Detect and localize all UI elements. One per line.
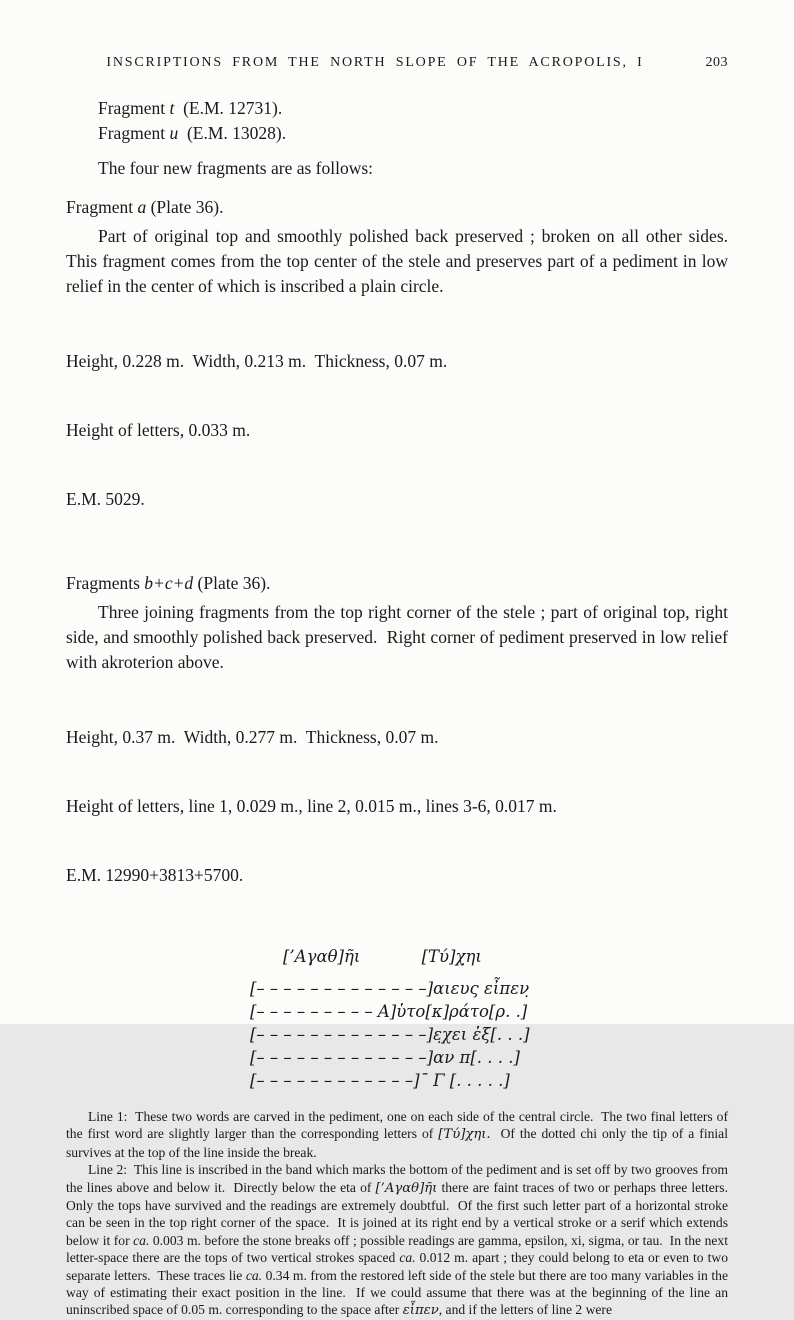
- fragment-a-section: [66, 195, 737, 557]
- inventory-line: E.M. 5029.: [66, 489, 145, 509]
- inscription-header-left: [’Αγαθ]ῆι: [283, 947, 361, 966]
- page-number: 203: [705, 55, 728, 70]
- fragments-bcd-measurements: [66, 680, 728, 933]
- inscription-line-1: [– – – – – – – – – – – – –]αιευς εἶπεν̣: [250, 979, 530, 998]
- inscription-line-2: [– – – – – – – – – Α]ὑτο[κ]ράτο[ρ. .]: [250, 1002, 528, 1021]
- running-head-title: INSCRIPTIONS FROM THE NORTH SLOPE OF THE ACROPOLIS, I: [106, 55, 644, 70]
- fragment-catalog-list: [66, 96, 728, 146]
- inscription-header-right: [Τύ]χ̣ηι: [421, 947, 482, 966]
- intro-line: The four new fragments are as follows:: [98, 158, 374, 178]
- inventory-line: E.M. 12990+3813+5700.: [66, 865, 244, 885]
- letter-height-line: Height of letters, line 1, 0.029 m., line 2, 0.015 m., lines 3-6, 0.017 m.: [66, 796, 557, 816]
- fragments-bcd-description: Three joining fragments from the top right corner of the stele ; part of original top, right side, and smoothly polished back preserved. Right corner of pediment preserved in low relief with akroterion above.: [66, 602, 733, 672]
- catalog-item-fragment-t: Fragment t (E.M. 12731).: [98, 98, 283, 118]
- commentary-line-2-paragraph: Line 2: This line is inscribed in the band which marks the bottom of the pediment and is set off by two grooves from the lines above and below it. Directly below the eta of [’Αγαθ]ῆι there are faint traces of two or perhaps three letters. Only the tops have survived and the readings are extremely doubtful. Of the first such letter part of a horizontal stroke can be seen in the top right corner of the space. It is joined at its right end by a vertical stroke or a serif which extends below it for ca. 0.003 m. before the stone breaks off ; possible readings are gamma, epsilon, xi, sigma, or tau. In the next letter-space there are the tops of two vertical strokes spaced ca. 0.012 m. apart ; they could belong to eta or even to two separate letters. These traces lie ca. 0.34 m. from the restored left side of the stele but there are too many variables in the way of estimating their exact position in the line. If we could assume that there was at the beginning of the line an uninscribed space of 0.05 m. corresponding to the space after εἶπεν, and if the letters of line 2 were: [66, 1162, 735, 1319]
- fragment-a-heading: Fragment a (Plate 36).: [66, 197, 224, 217]
- catalog-item-fragment-u: Fragment u (E.M. 13028).: [98, 123, 287, 143]
- fragments-bcd-heading: Fragments b+c+d (Plate 36).: [66, 573, 271, 593]
- running-head: [66, 54, 728, 72]
- letter-height-line: Height of letters, 0.033 m.: [66, 420, 251, 440]
- commentary-line-1-paragraph: Line 1: These two words are carved in the pediment, one on each side of the central circle. The two final letters of the first word are slightly larger than the corresponding letters of [Τύ]χ̣ηι. Of the dotted chi only the tip of a finial survives at the top of the line inside the break.: [66, 1109, 732, 1160]
- inscription-line-5: [– – – – – – – – – – – –]¯ Γ [. . . . .]: [250, 1071, 510, 1090]
- fragments-bcd-section: [66, 571, 733, 933]
- dimensions-line: Height, 0.228 m. Width, 0.213 m. Thickness, 0.07 m.: [66, 351, 448, 371]
- fragment-a-description: Part of original top and smoothly polished back preserved ; broken on all other sides. This fragment comes from the top center of the stele and preserves part of a pediment in low relief in the center of which is inscribed a plain circle.: [66, 226, 737, 296]
- inscription-header: [250, 945, 728, 968]
- inscription-line-3: [– – – – – – – – – – – – –]ε̣χει ἐξ[. . .]: [250, 1025, 530, 1044]
- inscription-line-4: [– – – – – – – – – – – – –]αν π[. . . .]: [250, 1048, 520, 1067]
- dimensions-line: Height, 0.37 m. Width, 0.277 m. Thickness, 0.07 m.: [66, 727, 439, 747]
- greek-inscription-block: [250, 945, 728, 1092]
- fragment-a-measurements: [66, 304, 728, 557]
- commentary: [66, 1108, 735, 1320]
